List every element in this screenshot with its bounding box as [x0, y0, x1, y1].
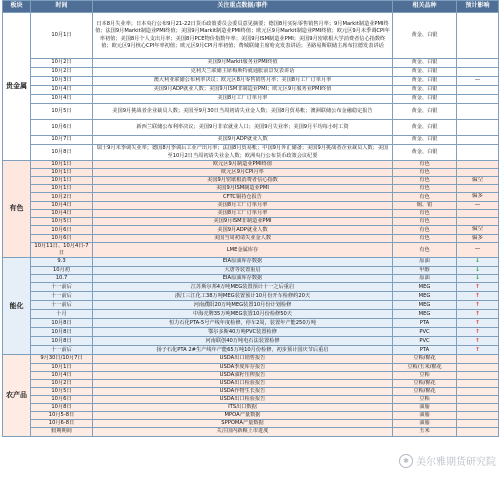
time-cell: 10月1日	[31, 169, 93, 177]
table-row	[3, 59, 499, 68]
impact-cell	[457, 403, 499, 411]
event-cell: USDA出口检验报告	[93, 379, 393, 387]
time-cell: 10月2日	[31, 68, 93, 77]
table-row	[3, 283, 499, 292]
time-cell: 10月5日	[31, 218, 93, 226]
event-cell: EIA原油库存数据	[93, 275, 393, 283]
table-row	[3, 427, 499, 436]
event-cell: 浙江三江化工38万吨MEG装置预计10月份开车检修约20天	[93, 292, 393, 301]
time-cell: 十一前后	[31, 292, 93, 301]
asset-cell: 黄金、白银	[393, 104, 457, 120]
table-row	[3, 266, 499, 274]
impact-cell	[457, 355, 499, 363]
time-cell: 十一前后	[31, 346, 93, 355]
table-row	[3, 169, 499, 177]
event-cell: 关注国内新粮上市进度	[93, 427, 393, 436]
impact-cell: ↑	[457, 319, 499, 328]
impact-cell	[457, 427, 499, 436]
impact-cell: —	[457, 77, 499, 86]
table-row	[3, 226, 499, 234]
table-row	[3, 403, 499, 411]
table-row	[3, 355, 499, 363]
time-cell: 10月8日	[31, 337, 93, 346]
table-row	[3, 310, 499, 319]
asset-cell: 油脂	[393, 403, 457, 411]
asset-cell: 豆粕/棉花	[393, 387, 457, 395]
time-cell: 10月8日	[31, 145, 93, 161]
table-row	[3, 210, 499, 218]
table-row	[3, 177, 499, 185]
time-cell: 10月11日、10月4日-7日	[31, 243, 93, 258]
table-row	[3, 258, 499, 266]
time-cell: 10月6日	[31, 395, 93, 403]
asset-cell: 原油	[393, 275, 457, 283]
event-cell: ITS出口数据	[93, 403, 393, 411]
time-cell: 9.3	[31, 258, 93, 266]
calendar-body	[3, 13, 499, 437]
event-cell: 美国8月工厂订单月率	[93, 201, 393, 209]
event-cell: 美国9月Markit服务业PMI终值	[93, 59, 393, 68]
impact-cell: ↓	[457, 266, 499, 274]
impact-cell: 偏多	[457, 234, 499, 242]
table-row	[3, 337, 499, 346]
event-cell: MPOA产量数据	[93, 411, 393, 419]
watermark	[399, 453, 496, 468]
asset-cell: 油脂	[393, 419, 457, 427]
asset-cell: 黄金、白银	[393, 95, 457, 104]
asset-cell: 原油	[393, 258, 457, 266]
time-cell: 10月4日	[31, 210, 93, 218]
header-row	[3, 1, 499, 13]
impact-cell: ↓	[457, 275, 499, 283]
impact-cell	[457, 136, 499, 145]
time-cell: 9月30日/10月7日	[31, 355, 93, 363]
impact-cell	[457, 218, 499, 226]
watermark-logo-icon: ✱	[399, 454, 413, 468]
event-cell: 美国9月ADP就业人数；美国9月ISM非制造业PMI；欧元区9月服务业PMI终值	[93, 86, 393, 95]
asset-cell: 豆粕/玉米/棉花	[393, 363, 457, 371]
event-cell: 新西兰联储公布利率决议；美国9月非农就业人口；美国9月失业率；美国9月平均每小时工资	[93, 120, 393, 136]
table-row	[3, 275, 499, 283]
event-cell: 澳大利亚联储公布利率决议；欧元区8月零售销售月率；美国8月工厂订单月率	[93, 77, 393, 86]
event-cell: USDA作物生长报告	[93, 387, 393, 395]
impact-cell: ↓	[457, 258, 499, 266]
impact-cell	[457, 161, 499, 169]
asset-cell: 黄金、白银	[393, 136, 457, 145]
time-cell: 10月5-8日	[31, 411, 93, 419]
asset-cell: 黄金、白银	[393, 86, 457, 95]
time-cell: 10月2日	[31, 379, 93, 387]
event-cell: 克利夫兰联储主席梅斯特就通胀前景发表讲话	[93, 68, 393, 77]
asset-cell: 有色	[393, 226, 457, 234]
table-row	[3, 292, 499, 301]
event-cell: 江苏斯尔邦4万吨MEG装置预计十一之后重启	[93, 283, 393, 292]
table-row	[3, 95, 499, 104]
sector-cell: 贵金属	[3, 13, 31, 161]
header-impact: 预计影响	[457, 1, 499, 13]
event-cell: 日本8月失业率；日本央行公布9月21-22日货币政策委员会委员意见摘要；德国8月实际零售销售月率；9月Markit制造业PMI终值；法国9月Markit制造业PMI终值；美国9月Markit制造业PMI终值；欧元区9月Markit制造业PMI终值；欧元区9月未季调CPI年率初值；美国8月个人支出月率；美国8月PCE物价指数年率；美国9月ISM制造业PMI；美国9月密歇根大学消费者信心指数终值；欧元区9月核心CPI年率初值；欧元区9月CPI月率初值；费城联储主席哈克发表讲话；圣路易斯联储主席布拉德发表讲话	[93, 13, 393, 59]
time-cell: 10.7	[31, 275, 93, 283]
asset-cell: 黄金、白银	[393, 13, 457, 59]
event-cell: 美国当周初请失业金人数	[93, 234, 393, 242]
asset-cell: 黄金、白银	[393, 120, 457, 136]
asset-cell: PTA	[393, 346, 457, 355]
impact-cell	[457, 387, 499, 395]
event-cell: USDA油籽压榨报告	[93, 371, 393, 379]
asset-cell: 有色	[393, 234, 457, 242]
time-cell: 10月6日	[31, 234, 93, 242]
time-cell: 10月8日	[31, 319, 93, 328]
asset-cell: MEG	[393, 301, 457, 310]
impact-cell: ↑	[457, 337, 499, 346]
time-cell: 10月初	[31, 266, 93, 274]
table-row	[3, 161, 499, 169]
time-cell: 10月3日	[31, 77, 93, 86]
event-cell: 美国9月ADP就业人数	[93, 226, 393, 234]
asset-cell: MEG	[393, 310, 457, 319]
table-row	[3, 301, 499, 310]
impact-cell	[457, 419, 499, 427]
impact-cell	[457, 379, 499, 387]
impact-cell: —	[457, 201, 499, 209]
asset-cell: 黄金、白银	[393, 77, 457, 86]
asset-cell: 豆粕/棉花	[393, 355, 457, 363]
event-cell: 美国9月挑战者企业裁员人数；美国至9月30日当周初请失业金人数；美国8月贸易帐；澳洲联储公布金融稳定报告	[93, 104, 393, 120]
time-cell: 10月8日	[31, 403, 93, 411]
impact-cell: ↑	[457, 328, 499, 337]
impact-cell	[457, 59, 499, 68]
impact-cell: ↑	[457, 301, 499, 310]
asset-cell: 黄金、白银	[393, 145, 457, 161]
asset-cell: 玉米	[393, 427, 457, 436]
impact-cell: 偏多	[457, 193, 499, 201]
impact-cell: —	[457, 243, 499, 258]
header-event: 关注重点数据/事件	[93, 1, 393, 13]
time-cell: 10月4日	[31, 371, 93, 379]
time-cell: 10月5日	[31, 387, 93, 395]
asset-cell: 有色	[393, 218, 457, 226]
impact-cell	[457, 104, 499, 120]
impact-cell	[457, 395, 499, 403]
table-row	[3, 395, 499, 403]
table-row	[3, 218, 499, 226]
time-cell: 10月6-8日	[31, 419, 93, 427]
asset-cell: 有色	[393, 193, 457, 201]
asset-cell: PVC	[393, 328, 457, 337]
impact-cell	[457, 68, 499, 77]
impact-cell: 偏空	[457, 226, 499, 234]
impact-cell	[457, 95, 499, 104]
time-cell: 10月1日	[31, 177, 93, 185]
table-row	[3, 387, 499, 395]
event-cell: 中海壳牌35万吨MEG装置10月份检修50天	[93, 310, 393, 319]
sector-cell: 有色	[3, 161, 31, 258]
event-cell: 河南联创40万吨电石法装置检修	[93, 337, 393, 346]
table-row	[3, 145, 499, 161]
header-asset: 相关品种	[393, 1, 457, 13]
asset-cell: PVC	[393, 337, 457, 346]
time-cell: 10月2日	[31, 193, 93, 201]
time-cell: 10月6日	[31, 226, 93, 234]
calendar-table	[2, 0, 499, 437]
asset-cell: 豆粕	[393, 371, 457, 379]
impact-cell	[457, 86, 499, 95]
asset-cell: 有色	[393, 169, 457, 177]
table-row	[3, 136, 499, 145]
header-time: 时间	[31, 1, 93, 13]
event-cell: 鄂尔多斯40万吨PVC装置检修	[93, 328, 393, 337]
asset-cell: 油脂	[393, 411, 457, 419]
time-cell: 10月7日	[31, 136, 93, 145]
event-cell: 欧元区9月CPI月率	[93, 169, 393, 177]
asset-cell: 有色	[393, 243, 457, 258]
table-row	[3, 379, 499, 387]
time-cell: 十一前后	[31, 283, 93, 292]
time-cell: 10月4日	[31, 201, 93, 209]
event-cell: 美国8月工厂订单月率	[93, 95, 393, 104]
asset-cell: PTA	[393, 319, 457, 328]
asset-cell: MEG	[393, 292, 457, 301]
table-row	[3, 68, 499, 77]
time-cell: 10月1日	[31, 363, 93, 371]
event-cell: 美国9月ADP就业人数	[93, 136, 393, 145]
impact-cell	[457, 371, 499, 379]
time-cell: 十月	[31, 310, 93, 319]
event-cell: 美国9月ISM非制造业PMI	[93, 218, 393, 226]
event-cell: USDA季度库存报告	[93, 363, 393, 371]
event-cell: USDA出口检验报告	[93, 395, 393, 403]
table-row	[3, 363, 499, 371]
time-cell: 10月6日	[31, 120, 93, 136]
asset-cell: 豆粕	[393, 395, 457, 403]
asset-cell: 黄金、白银	[393, 68, 457, 77]
header-sector: 板块	[3, 1, 31, 13]
table-row	[3, 193, 499, 201]
table-row	[3, 371, 499, 379]
table-row	[3, 319, 499, 328]
event-cell: 美国8月工厂订单月率	[93, 210, 393, 218]
asset-cell: 铜、铝	[393, 201, 457, 209]
event-cell: LME金属库存	[93, 243, 393, 258]
event-cell: 欧元区9月制造业PMI终值	[93, 161, 393, 169]
table-row	[3, 104, 499, 120]
time-cell: 10月1日	[31, 13, 93, 59]
table-row	[3, 243, 499, 258]
asset-cell: MEG	[393, 283, 457, 292]
impact-cell: ↑	[457, 346, 499, 355]
time-cell: 10月5日	[31, 104, 93, 120]
watermark-text: 美尔雅期货研究院	[416, 457, 496, 468]
event-cell: 恒力石化PTA-5号产线年度检修，停车2周，装置年产能250万吨	[93, 319, 393, 328]
table-row	[3, 13, 499, 59]
event-cell: 瑞士9月未季调失业率；德国8月季调后工业产出月率；法国8月贸易帐；中国9月外汇储备；美国9月挑战者企业裁员人数；美国至10月2日当周初请失业金人数；欧洲央行公布货币政策会议纪要	[93, 145, 393, 161]
event-cell: SPPOMA产量数据	[93, 419, 393, 427]
asset-cell: 有色	[393, 177, 457, 185]
impact-cell	[457, 145, 499, 161]
asset-cell: 豆粕/棉花	[393, 379, 457, 387]
asset-cell: 甲醇	[393, 266, 457, 274]
time-cell: 假期期间	[31, 427, 93, 436]
event-cell: 大唐等装置重启	[93, 266, 393, 274]
table-row	[3, 234, 499, 242]
event-cell: EIA原油库存数据	[93, 258, 393, 266]
asset-cell: 有色	[393, 210, 457, 218]
impact-cell: ↑	[457, 292, 499, 301]
time-cell: 10月2日	[31, 59, 93, 68]
asset-cell: 黄金、白银	[393, 59, 457, 68]
impact-cell	[457, 411, 499, 419]
asset-cell: 有色	[393, 161, 457, 169]
impact-cell	[457, 363, 499, 371]
impact-cell: ↑	[457, 310, 499, 319]
impact-cell: 偏空	[457, 177, 499, 185]
event-cell: 美国9月密歇根消费者信心指数	[93, 177, 393, 185]
time-cell: 10月4日	[31, 86, 93, 95]
impact-cell	[457, 120, 499, 136]
sector-cell: 能化	[3, 258, 31, 355]
table-row	[3, 346, 499, 355]
table-row	[3, 185, 499, 193]
impact-cell	[457, 169, 499, 177]
impact-cell	[457, 210, 499, 218]
table-row	[3, 201, 499, 209]
time-cell: 10月1日	[31, 161, 93, 169]
table-row	[3, 86, 499, 95]
asset-cell: 有色	[393, 185, 457, 193]
table-row	[3, 120, 499, 136]
impact-cell	[457, 185, 499, 193]
table-row	[3, 77, 499, 86]
impact-cell: ↑	[457, 283, 499, 292]
table-row	[3, 419, 499, 427]
table-row	[3, 328, 499, 337]
event-cell: USDA出口销售报告	[93, 355, 393, 363]
time-cell: 10月4日	[31, 95, 93, 104]
event-cell: 河南濮阳20万吨MEG装置10月份计划检修	[93, 301, 393, 310]
event-cell: 美国9月ISM制造业PMI	[93, 185, 393, 193]
time-cell: 十一前后	[31, 301, 93, 310]
impact-cell	[457, 13, 499, 59]
table-row	[3, 411, 499, 419]
time-cell: 10月8日	[31, 328, 93, 337]
sector-cell: 农产品	[3, 355, 31, 436]
time-cell: 10月1日	[31, 185, 93, 193]
event-cell: 扬子石化PTA 2#生产线年产能65万吨10月份检修，初步预计国庆节后重启	[93, 346, 393, 355]
event-cell: CFTC铜持仓报告	[93, 193, 393, 201]
